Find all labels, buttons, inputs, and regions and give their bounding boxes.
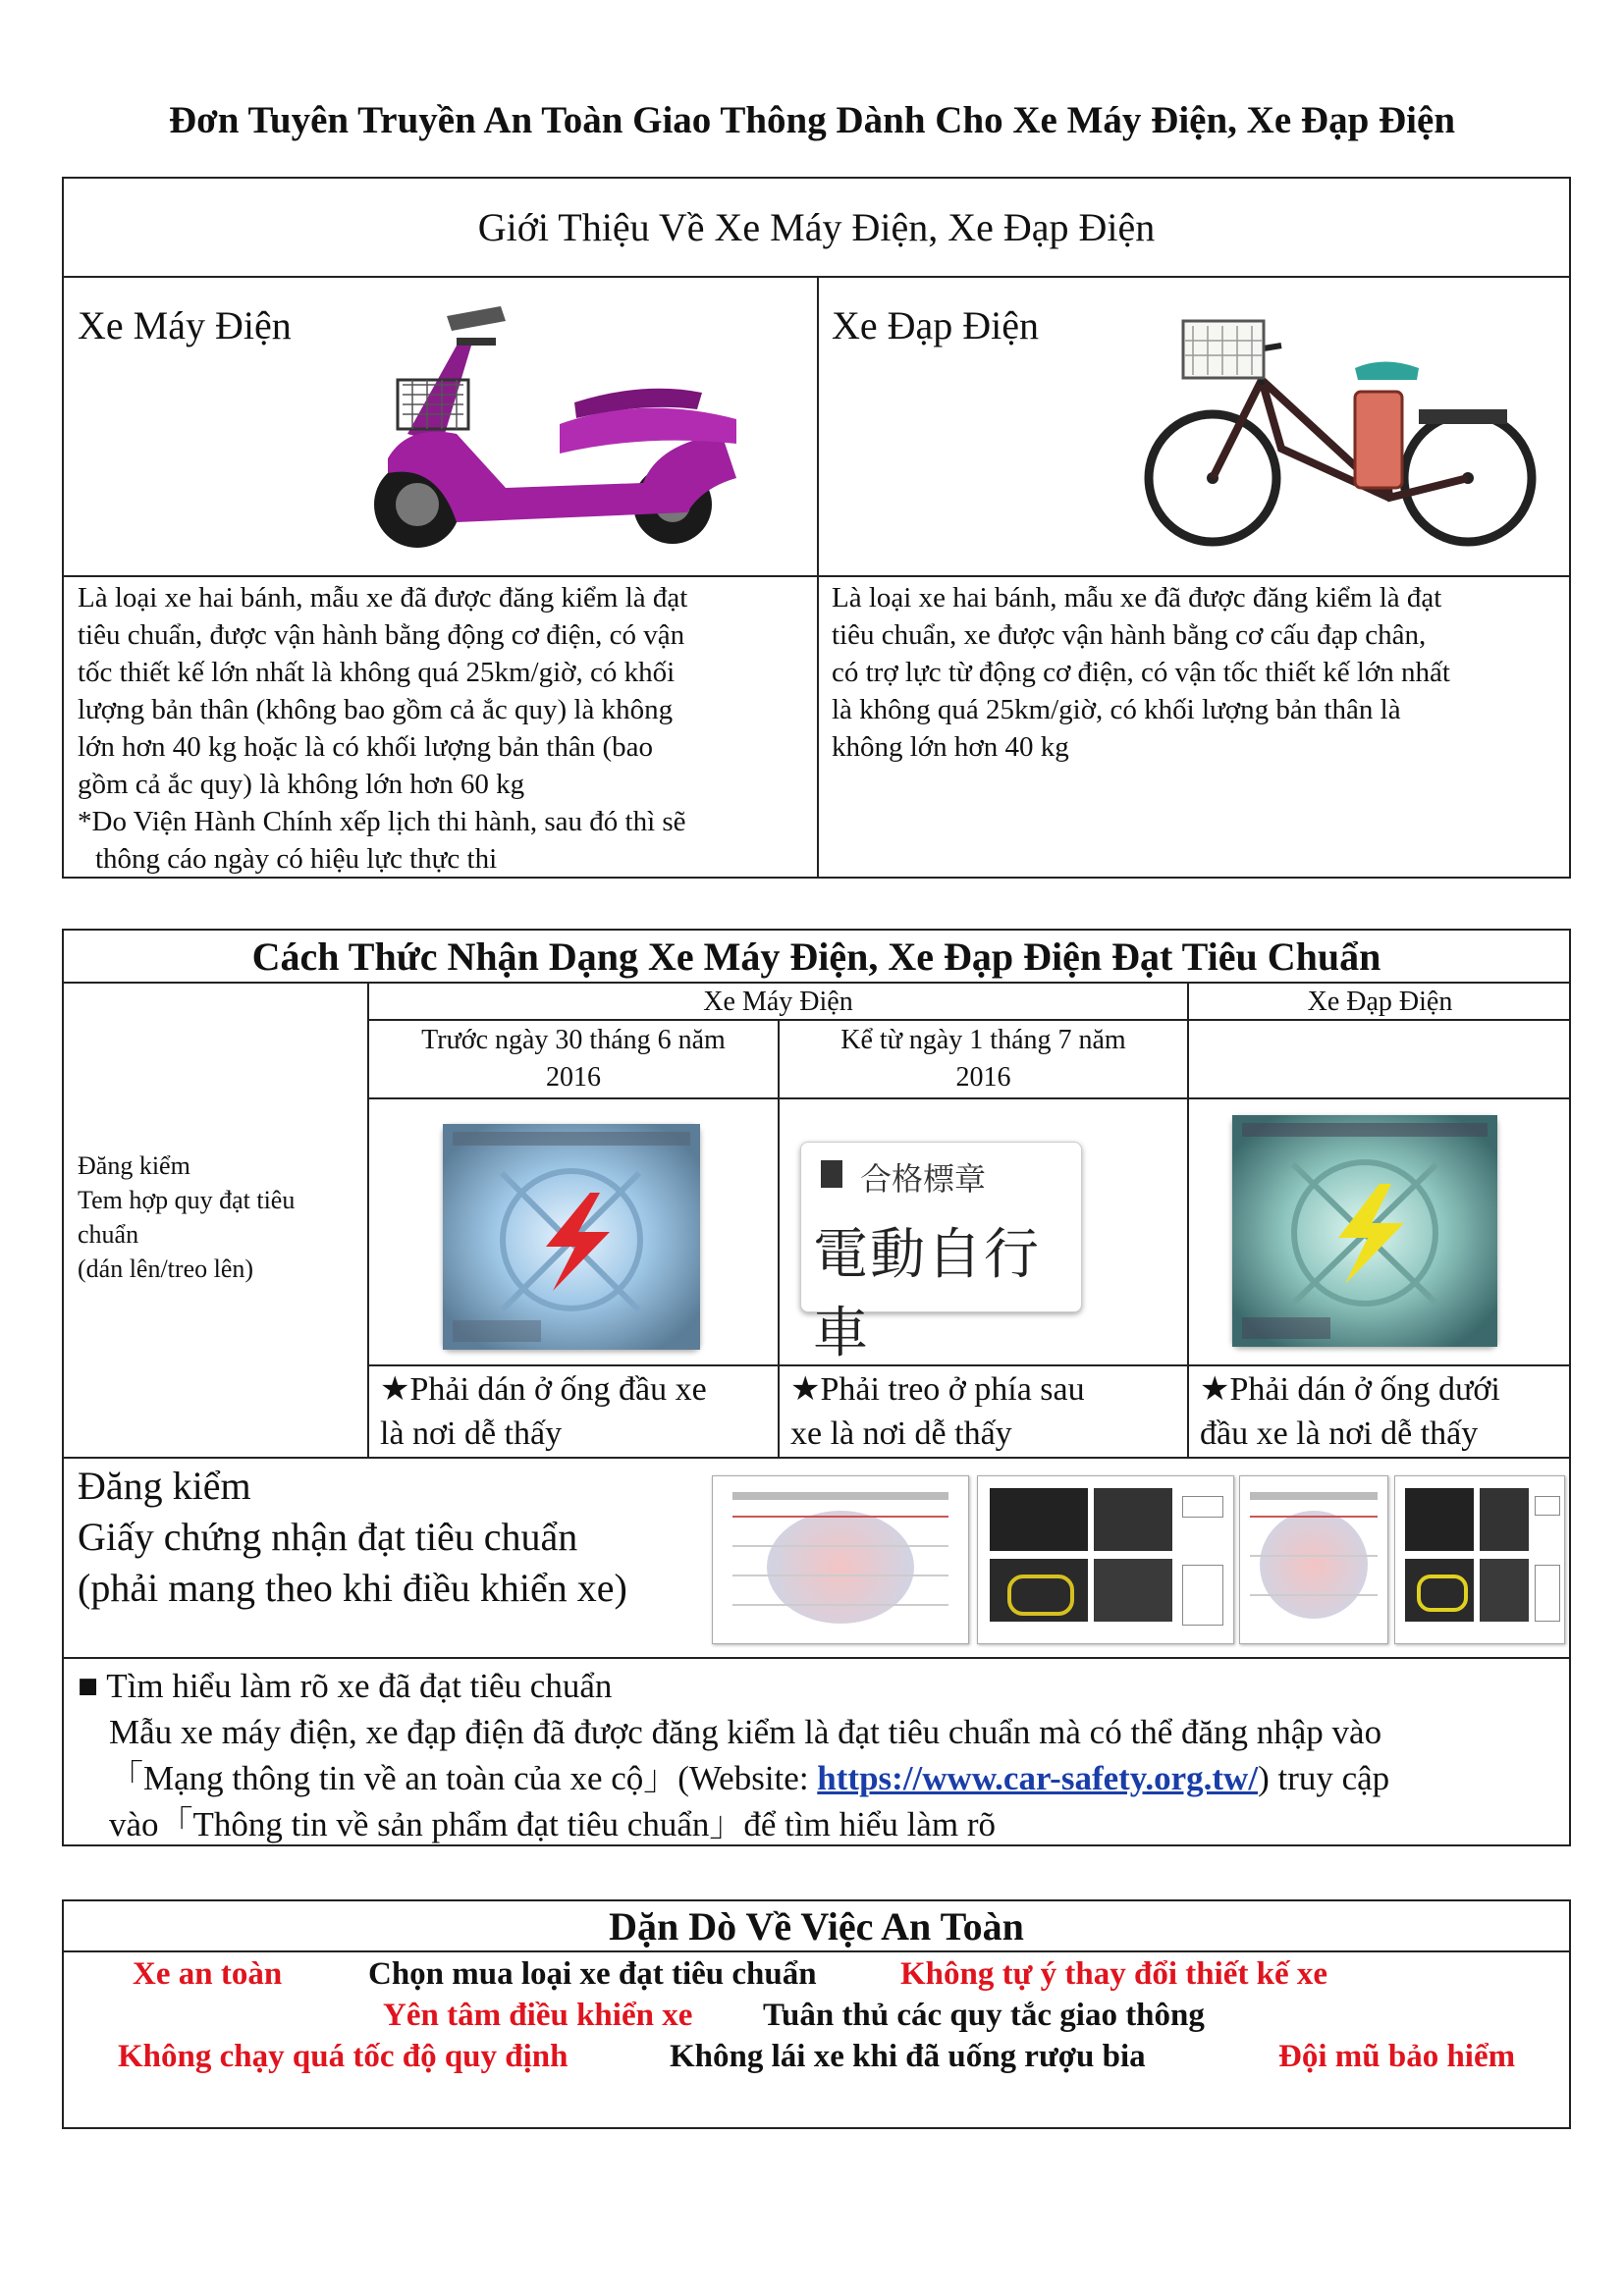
divider bbox=[64, 1457, 1571, 1459]
lookup-title: ■ Tìm hiểu làm rõ xe đã đạt tiêu chuẩn bbox=[78, 1667, 613, 1705]
lookup-block bbox=[78, 1663, 1565, 1847]
col-header-scooter: Xe Máy Điện bbox=[703, 987, 853, 1017]
desc-line: lượng bản thân (không bao gồm cả ắc quy) là không bbox=[78, 694, 674, 725]
sticker-small-text: 合格標章 bbox=[860, 1160, 987, 1198]
safety-tip: Đội mũ bảo hiểm bbox=[1278, 2039, 1516, 2074]
divider bbox=[817, 278, 819, 879]
safety-tip: Xe an toàn bbox=[133, 1956, 283, 1992]
note-line: ★Phải dán ở ống đầu xe bbox=[380, 1371, 707, 1408]
note-line: xe là nơi dễ thấy bbox=[790, 1415, 1012, 1452]
electric-scooter-image bbox=[349, 287, 761, 552]
desc-line: tiêu chuẩn, xe được vận hành bằng cơ cấu đạp chân, bbox=[832, 619, 1427, 651]
electric-bicycle-image bbox=[1134, 301, 1566, 557]
bicycle-certificate-page-1-image bbox=[1239, 1475, 1388, 1644]
lookup-line: vào「Thông tin về sản phẩm đạt tiêu chuẩn」để tìm hiểu làm rõ bbox=[109, 1805, 996, 1843]
desc-line: *Do Viện Hành Chính xếp lịch thi hành, sau đó thì sẽ bbox=[78, 806, 686, 837]
col-header-bicycle: Xe Đạp Điện bbox=[1307, 987, 1453, 1017]
sticker-row-label bbox=[78, 1148, 362, 1286]
lookup-line bbox=[78, 1755, 1565, 1801]
safety-tip: Chọn mua loại xe đạt tiêu chuẩn bbox=[368, 1956, 817, 1992]
scooter-description bbox=[78, 579, 804, 878]
label-line: (dán lên/treo lên) bbox=[78, 1255, 254, 1283]
desc-line: thông cáo ngày có hiệu lực thực thi bbox=[95, 843, 498, 875]
identify-heading: Cách Thức Nhận Dạng Xe Máy Điện, Xe Đạp Điện Đạt Tiêu Chuẩn bbox=[251, 934, 1381, 979]
bicycle-certificate-page-2-image bbox=[1394, 1475, 1565, 1644]
sticker-big-text: 電動自行車 bbox=[813, 1223, 1041, 1365]
label-line: Đăng kiểm bbox=[78, 1464, 251, 1508]
bicycle-description bbox=[832, 579, 1563, 766]
bicycle-label: Xe Đạp Điện bbox=[832, 303, 1040, 347]
divider bbox=[1187, 982, 1189, 1457]
col-header-before bbox=[369, 1022, 778, 1096]
header-line: Kể từ ngày 1 tháng 7 năm bbox=[840, 1025, 1126, 1055]
desc-line: Là loại xe hai bánh, mẫu xe đã được đăng kiểm là đạt bbox=[832, 582, 1442, 614]
desc-line: là không quá 25km/giờ, có khối lượng bản thân là bbox=[832, 694, 1401, 725]
intro-heading: Giới Thiệu Về Xe Máy Điện, Xe Đạp Điện bbox=[64, 179, 1569, 278]
car-safety-website-link[interactable]: https://www.car-safety.org.tw/ bbox=[817, 1759, 1259, 1797]
label-line: Tem hợp quy đạt tiêu bbox=[78, 1186, 296, 1214]
intro-section bbox=[62, 177, 1571, 879]
divider bbox=[367, 1097, 1571, 1099]
divider bbox=[64, 575, 1569, 577]
certificate-row-label bbox=[78, 1461, 706, 1614]
col-header-after bbox=[780, 1022, 1187, 1096]
desc-line: không lớn hơn 40 kg bbox=[832, 731, 1069, 763]
safety-tip: Yên tâm điều khiển xe bbox=[383, 1998, 693, 2033]
label-line: chuẩn bbox=[78, 1220, 139, 1249]
safety-section bbox=[62, 1899, 1571, 2129]
note-line: ★Phải dán ở ống dưới bbox=[1200, 1371, 1500, 1408]
desc-line: Là loại xe hai bánh, mẫu xe đã được đăng kiểm là đạt bbox=[78, 582, 688, 614]
label-line: Đăng kiểm bbox=[78, 1151, 190, 1180]
note-line: đầu xe là nơi dễ thấy bbox=[1200, 1415, 1479, 1452]
scooter-certificate-page-2-image bbox=[977, 1475, 1234, 1644]
label-line: Giấy chứng nhận đạt tiêu chuẩn bbox=[78, 1515, 578, 1559]
desc-line: lớn hơn 40 kg hoặc là có khối lượng bản thân (bao bbox=[78, 731, 654, 763]
desc-line: tốc thiết kế lớn nhất là không quá 25km/giờ, có khối bbox=[78, 657, 676, 688]
note-line: là nơi dễ thấy bbox=[380, 1415, 563, 1452]
header-line: 2016 bbox=[546, 1062, 601, 1093]
label-line: (phải mang theo khi điều khiển xe) bbox=[78, 1566, 627, 1610]
scooter-certificate-page-1-image bbox=[712, 1475, 969, 1644]
sticker-logo-icon bbox=[821, 1160, 842, 1188]
note-line: ★Phải treo ở phía sau bbox=[790, 1371, 1085, 1408]
lookup-text: ) truy cập bbox=[1258, 1759, 1390, 1797]
note-bicycle bbox=[1200, 1367, 1568, 1456]
scooter-label: Xe Máy Điện bbox=[78, 303, 292, 347]
safety-tip: Không tự ý thay đổi thiết kế xe bbox=[900, 1956, 1328, 1992]
new-scooter-sticker-image bbox=[800, 1142, 1082, 1365]
old-scooter-sticker-image bbox=[443, 1124, 700, 1350]
desc-line: có trợ lực từ động cơ điện, có vận tốc thiết kế lớn nhất bbox=[832, 657, 1450, 688]
desc-line: gồm cả ắc quy) là không lớn hơn 60 kg bbox=[78, 769, 525, 800]
lookup-line: Mẫu xe máy điện, xe đạp điện đã được đăng kiểm là đạt tiêu chuẩn mà có thể đăng nhập vào bbox=[109, 1713, 1382, 1751]
safety-tip: Không chạy quá tốc độ quy định bbox=[118, 2039, 568, 2074]
desc-line: tiêu chuẩn, được vận hành bằng động cơ điện, có vận bbox=[78, 619, 685, 651]
header-line: Trước ngày 30 tháng 6 năm bbox=[421, 1025, 726, 1055]
safety-tip: Không lái xe khi đã uống rượu bia bbox=[670, 2039, 1146, 2074]
note-old-scooter bbox=[380, 1367, 773, 1456]
safety-heading: Dặn Dò Về Việc An Toàn bbox=[64, 1901, 1569, 1952]
divider bbox=[64, 1657, 1571, 1659]
identify-section bbox=[62, 929, 1571, 1846]
safety-tip: Tuân thủ các quy tắc giao thông bbox=[763, 1998, 1205, 2033]
document-title: Đơn Tuyên Truyền An Toàn Giao Thông Dành Cho Xe Máy Điện, Xe Đạp Điện bbox=[168, 99, 1456, 141]
lookup-text: 「Mạng thông tin về an toàn của xe cộ」(Website: bbox=[109, 1759, 818, 1797]
note-new-scooter bbox=[790, 1367, 1183, 1456]
header-line: 2016 bbox=[955, 1062, 1011, 1093]
bicycle-sticker-image bbox=[1232, 1115, 1497, 1347]
